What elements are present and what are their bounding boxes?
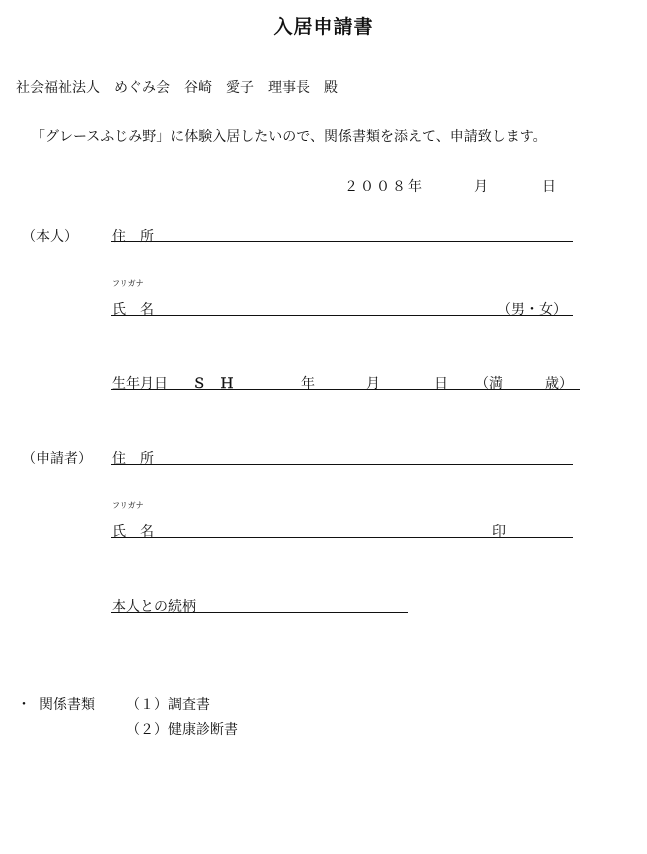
document-title: 入居申請書	[273, 16, 374, 38]
documents-item: （２）健康診断書	[126, 722, 238, 738]
date-month: 月	[474, 179, 488, 195]
requester-furigana-label: フリガナ	[112, 501, 144, 510]
requester-name-field[interactable]	[111, 537, 573, 538]
self-name-label: 氏 名	[112, 302, 154, 318]
requester-seal-label: 印	[492, 524, 506, 540]
self-era-choice[interactable]: Ｓ Ｈ	[192, 376, 234, 392]
requester-name-label: 氏 名	[112, 524, 154, 540]
self-address-label: 住 所	[112, 229, 154, 245]
self-age-close: 歳）	[545, 376, 573, 392]
addressee-line: 社会福祉法人 めぐみ会 谷崎 愛子 理事長 殿	[16, 80, 338, 96]
date-year: ２００８年	[344, 179, 424, 195]
self-address-field[interactable]	[111, 241, 573, 242]
self-birth-month-unit: 月	[366, 376, 380, 392]
self-furigana-label: フリガナ	[112, 279, 144, 288]
self-section-label: （本人）	[22, 229, 78, 245]
self-birth-year-unit: 年	[301, 376, 315, 392]
self-birth-label: 生年月日	[112, 376, 168, 392]
self-birth-field[interactable]	[111, 389, 580, 390]
relation-label: 本人との続柄	[112, 599, 196, 615]
date-day: 日	[542, 179, 556, 195]
self-birth-day-unit: 日	[434, 376, 448, 392]
relation-field[interactable]	[111, 612, 408, 613]
requester-address-field[interactable]	[111, 464, 573, 465]
self-gender-choice[interactable]: （男・女）	[497, 302, 567, 318]
requester-section-label: （申請者）	[22, 451, 92, 467]
documents-heading: 関係書類	[39, 697, 95, 713]
self-name-field[interactable]	[111, 315, 573, 316]
documents-bullet: ・	[17, 697, 31, 713]
documents-item: （１）調査書	[126, 697, 210, 713]
requester-address-label: 住 所	[112, 451, 154, 467]
self-age-open: （満	[475, 376, 503, 392]
intro-sentence: 「グレースふじみ野」に体験入居したいので、関係書類を添えて、申請致します。	[31, 129, 547, 145]
